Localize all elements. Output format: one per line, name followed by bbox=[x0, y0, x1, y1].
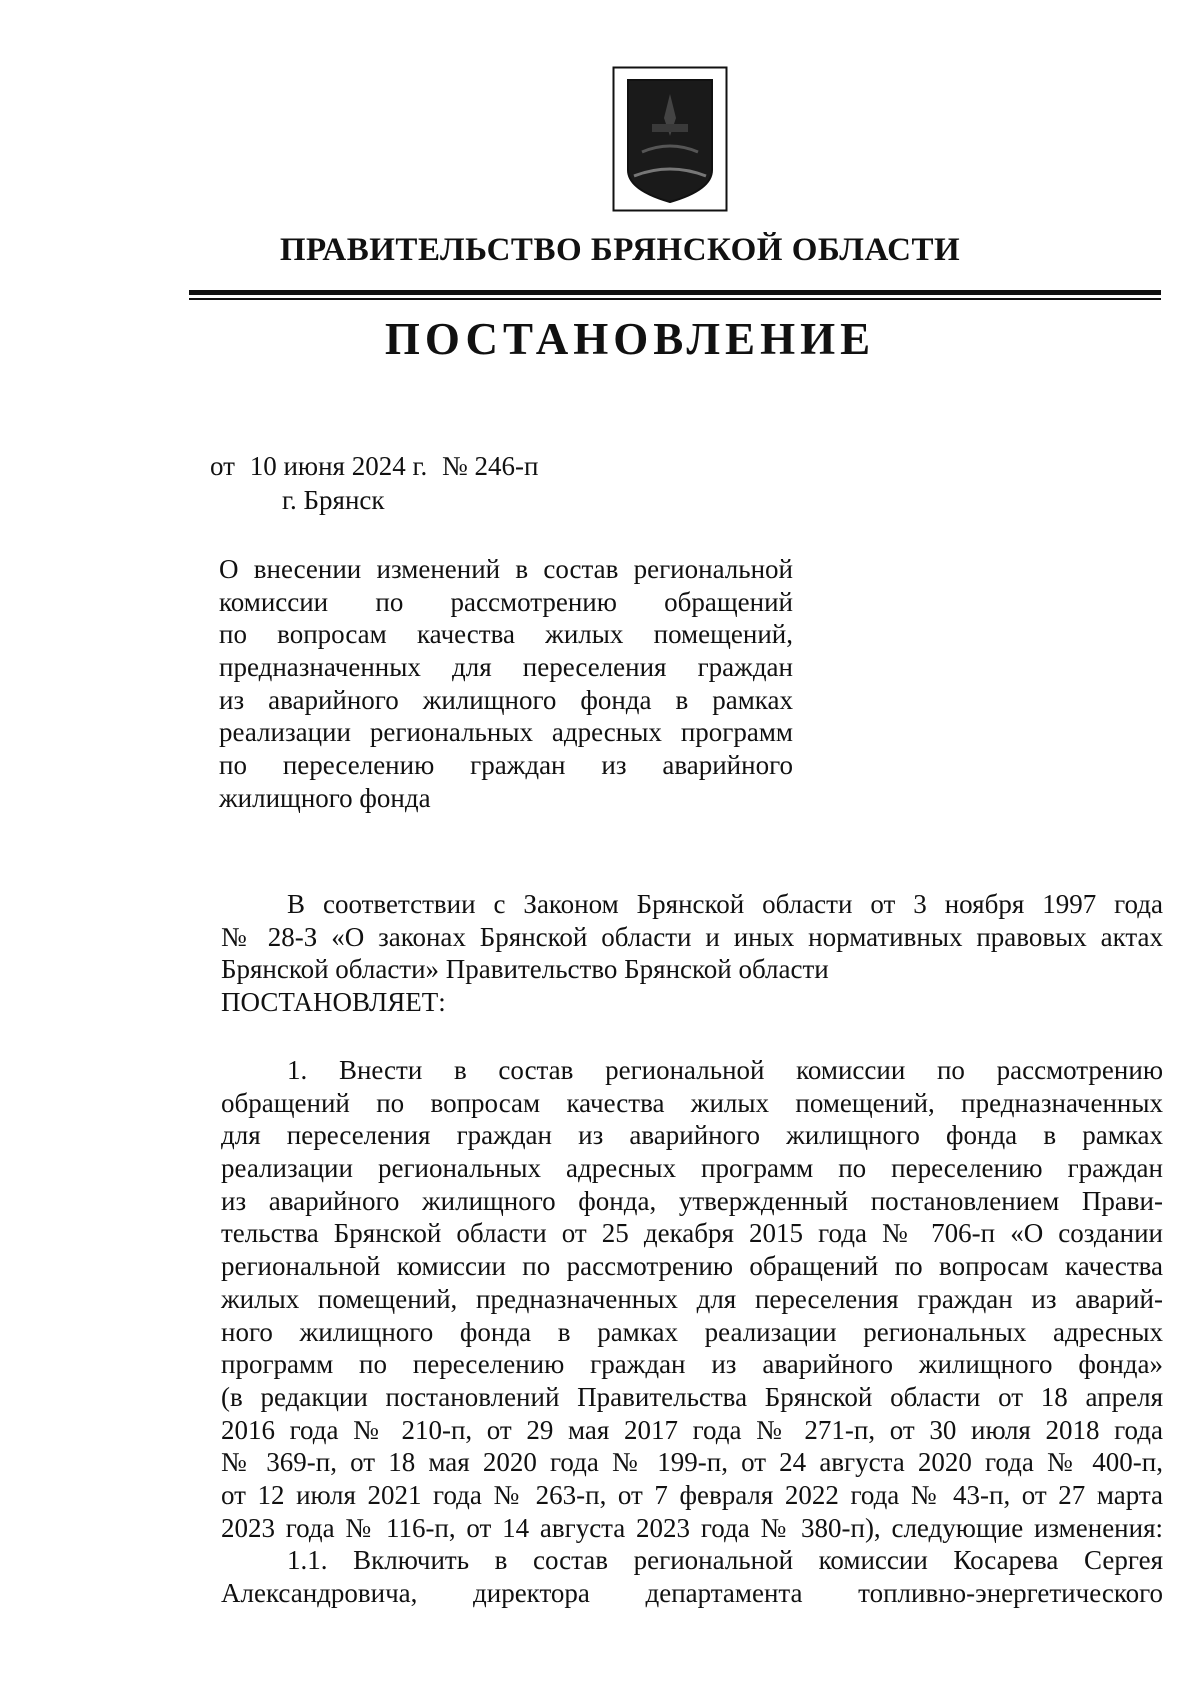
clause-line: 2023 года № 116-п, от 14 августа 2023 года № 380-п), следующие изменения: bbox=[221, 1512, 1163, 1543]
subject-line: О внесении изменений в состав региональной bbox=[219, 554, 793, 584]
document-subject bbox=[219, 553, 793, 815]
clause-line: из аварийного жилищного фонда, утвержденный постановлением Прави- bbox=[221, 1185, 1163, 1216]
subject-line: предназначенных для переселения граждан bbox=[219, 652, 793, 683]
header-rule-thin bbox=[189, 298, 1161, 300]
subject-line: по переселению граждан из аварийного bbox=[219, 750, 793, 781]
document-city: г. Брянск bbox=[282, 485, 385, 515]
preamble-line: В соответствии с Законом Брянской области от 3 ноября 1997 года bbox=[287, 889, 1163, 919]
document-type-title: ПОСТАНОВЛЕНИЕ bbox=[384, 314, 876, 364]
clause-line: реализации региональных адресных программ по переселению граждан bbox=[221, 1153, 1163, 1184]
preamble-line: Брянской области» Правительство Брянской области bbox=[221, 954, 829, 985]
subject-line: комиссии по рассмотрению обращений bbox=[219, 586, 793, 617]
clause-1-paragraph bbox=[221, 1054, 1163, 1610]
subject-line: реализации региональных адресных программ bbox=[219, 717, 793, 748]
clause-line: жилых помещений, предназначенных для переселения граждан из аварий- bbox=[221, 1283, 1163, 1314]
preamble-paragraph bbox=[221, 888, 1163, 1019]
clause-line: (в редакции постановлений Правительства Брянской области от 18 апреля bbox=[221, 1381, 1163, 1412]
document-date-number bbox=[210, 451, 538, 482]
clause-line: для переселения граждан из аварийного жилищного фонда в рамках bbox=[221, 1120, 1163, 1151]
clause-line: программ по переселению граждан из аварийного жилищного фонда» bbox=[221, 1349, 1163, 1380]
clause-line: обращений по вопросам качества жилых помещений, предназначенных bbox=[221, 1087, 1163, 1118]
resolves-keyword: ПОСТАНОВЛЯЕТ: bbox=[221, 987, 446, 1018]
document-number: 246-п bbox=[474, 451, 539, 481]
date-prefix: от bbox=[210, 451, 235, 481]
clause-line: от 12 июля 2021 года № 263-п, от 7 февраля 2022 года № 43-п, от 27 марта bbox=[221, 1479, 1163, 1510]
clause-line: региональной комиссии по рассмотрению обращений по вопросам качества bbox=[221, 1251, 1163, 1282]
subclause-line: 1.1. Включить в состав региональной комиссии Косарева Сергея bbox=[287, 1545, 1163, 1576]
preamble-line: № 28-З «О законах Брянской области и иных нормативных правовых актах bbox=[221, 921, 1163, 952]
number-sign: № bbox=[441, 451, 468, 481]
document-date: 10 июня 2024 г. bbox=[249, 451, 428, 481]
clause-line: ного жилищного фонда в рамках реализации региональных адресных bbox=[221, 1316, 1163, 1347]
clause-line: 1. Внести в состав региональной комиссии по рассмотрению bbox=[287, 1055, 1163, 1085]
subclause-line: Александровича, директора департамента топливно-энергетического bbox=[221, 1578, 1163, 1608]
subject-line: по вопросам качества жилых помещений, bbox=[219, 619, 793, 650]
clause-line: № 369-п, от 18 мая 2020 года № 199-п, от 24 августа 2020 года № 400-п, bbox=[221, 1447, 1163, 1478]
subject-line: из аварийного жилищного фонда в рамках bbox=[219, 684, 793, 715]
subject-line: жилищного фонда bbox=[219, 782, 431, 813]
clause-line: 2016 года № 210-п, от 29 мая 2017 года № 271-п, от 30 июля 2018 года bbox=[221, 1414, 1163, 1445]
coat-of-arms-icon bbox=[612, 66, 728, 212]
organization-title: ПРАВИТЕЛЬСТВО БРЯНСКОЙ ОБЛАСТИ bbox=[279, 232, 961, 268]
clause-line: тельства Брянской области от 25 декабря 2015 года № 706-п «О создании bbox=[221, 1218, 1163, 1249]
header-rule-thick bbox=[189, 290, 1161, 295]
